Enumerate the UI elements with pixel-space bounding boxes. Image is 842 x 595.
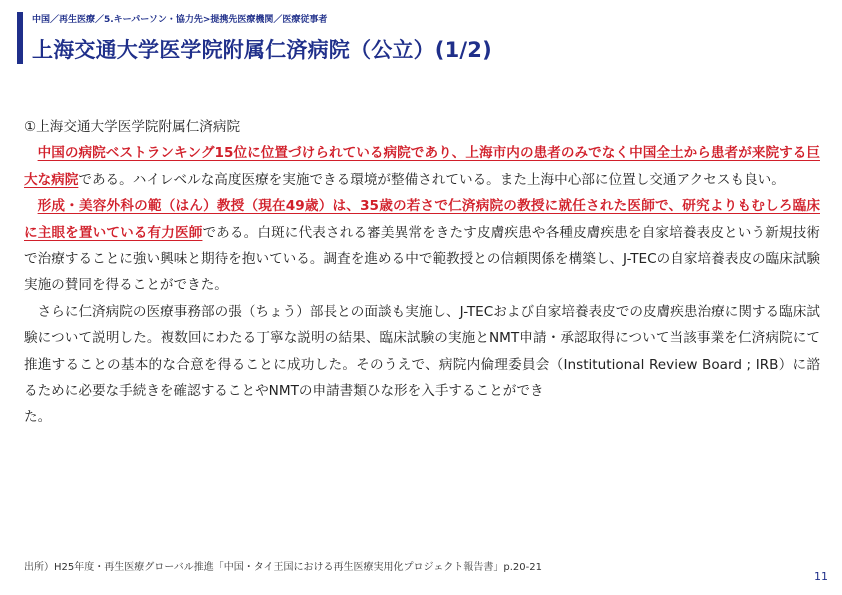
section-heading: ①上海交通大学医学院附属仁済病院 xyxy=(24,119,241,135)
paragraph-ranking xyxy=(24,140,820,193)
paragraph-professor-text: である。白斑に代表される審美異常をきたす皮膚疾患や各種皮膚疾患を自家培養表皮という新規技術で治療することに強い興味と期待を抱いている。調査を進める中で範教授との信頼関係を構築し、J-TECの自家培養表皮の臨床試験実施の賛同を得ることができた。 xyxy=(24,224,821,294)
body-content xyxy=(24,114,820,431)
highlight-professor: 形成・美容外科の範（はん）教授（現在49歳）は、35歳の若さで仁済病院の教授に就任された医師で、研究よりもむしろ臨床に主眼を置いている有力医師 xyxy=(24,198,820,241)
page-title: 上海交通大学医学院附属仁済病院（公立）(1/2) xyxy=(32,38,492,62)
paragraph-agreement-end: た。 xyxy=(24,409,52,426)
highlight-ranking: 中国の病院ベストランキング15位に位置づけられている病院であり、上海市内の患者のみでなく中国全土から患者が来院する巨大な病院 xyxy=(24,145,820,188)
breadcrumb: 中国／再生医療／5.キーパーソン・協力先>提携先医療機関／医療従事者 xyxy=(32,15,328,25)
paragraph-professor xyxy=(24,193,820,299)
paragraph-agreement: さらに仁済病院の医療事務部の張（ちょう）部長との面談も実施し、J-TECおよび自家培養表皮での皮膚疾患治療に関する臨床試験について説明した。複数回にわたる丁寧な説明の結果、臨床試験の実施とNMT申請・承認取得について当該事業を仁済病院にて推進することの基本的な合意を得ることに成功した。そのうえで、病院内倫理委員会（Institutional Review Board ; IRB）に諮るために必要な手続きを確認することやNMTの申請書類ひな形を入手することができ xyxy=(24,303,820,400)
header-accent-bar xyxy=(17,12,23,64)
paragraph-ranking-text: である。ハイレベルな高度医療を実施できる環境が整備されている。また上海中心部に位置し交通アクセスも良い。 xyxy=(78,171,785,188)
source-note: 出所）H25年度・再生医療グローバル推進「中国・タイ王国における再生医療実用化プロジェクト報告書」p.20-21 xyxy=(24,562,542,573)
page-number: 11 xyxy=(814,570,828,583)
